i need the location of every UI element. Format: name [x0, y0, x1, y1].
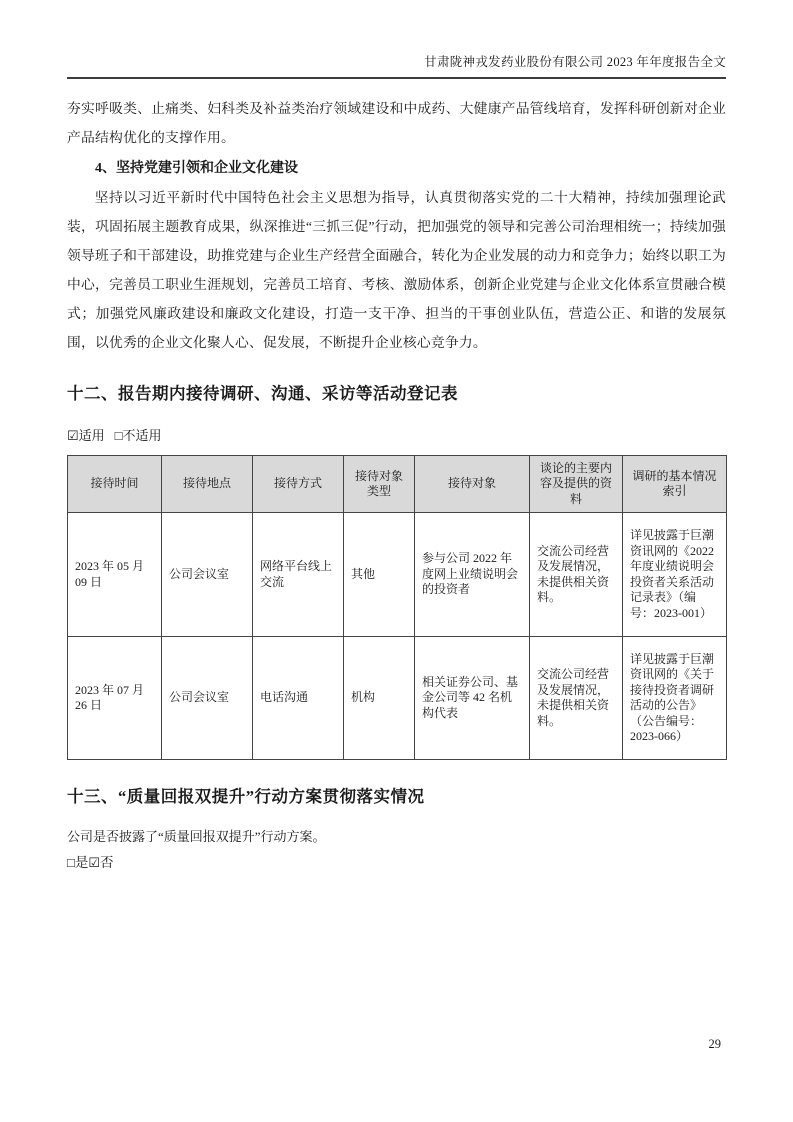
unchecked-checkbox-icon: □	[114, 428, 123, 443]
not-applicable-label: 不适用	[122, 428, 162, 443]
header-visitor: 接待对象	[415, 456, 530, 513]
document-header-title: 甘肃陇神戎发药业股份有限公司 2023 年年度报告全文	[424, 55, 726, 69]
applicability-line	[67, 406, 726, 444]
reception-activity-table	[67, 455, 727, 760]
header-reception-time: 接待时间	[68, 456, 162, 513]
cell-survey-index: 详见披露于巨潮资讯网的《关于接待投资者调研活动的公告》（公告编号：2023-066）	[623, 637, 727, 760]
no-label: 否	[100, 855, 114, 870]
yes-label: 是	[74, 855, 89, 870]
cell-visitor: 相关证券公司、基金公司等 42 名机构代表	[415, 637, 530, 760]
document-header	[67, 0, 726, 79]
section-13-title: 十三、“质量回报双提升”行动方案贯彻落实情况	[67, 787, 425, 806]
cell-visitor-type: 机构	[344, 637, 415, 760]
table-row	[68, 513, 727, 637]
disclosure-answer-line	[67, 845, 726, 872]
cell-reception-place: 公司会议室	[162, 513, 253, 637]
disclosure-question: 公司是否披露了“质量回报双提升”行动方案。	[67, 829, 326, 844]
cell-discussion-content: 交流公司经营及发展情况，未提供相关资料。	[530, 637, 623, 760]
cell-reception-place: 公司会议室	[162, 637, 253, 760]
header-reception-method: 接待方式	[253, 456, 344, 513]
table-row	[68, 637, 727, 760]
table-header-row	[68, 456, 727, 513]
section-12-title: 十二、报告期内接待调研、沟通、采访等活动登记表	[67, 384, 458, 403]
paragraph-continuation: 夯实呼吸类、止痛类、妇科类及补益类治疗领域建设和中成药、大健康产品管线培育，发挥科研创新对企业产品结构优化的支撑作用。	[67, 101, 726, 145]
header-discussion-content: 谈论的主要内容及提供的资料	[530, 456, 623, 513]
cell-reception-time: 2023 年 07 月 26 日	[68, 637, 162, 760]
header-reception-place: 接待地点	[162, 456, 253, 513]
page-number: 29	[708, 1037, 721, 1051]
checked-checkbox-icon: ☑	[67, 428, 79, 443]
cell-reception-method: 网络平台线上交流	[253, 513, 344, 637]
applicable-label: 适用	[78, 428, 105, 443]
cell-reception-method: 电话沟通	[253, 637, 344, 760]
header-visitor-type: 接待对象类型	[344, 456, 415, 513]
cell-visitor-type: 其他	[344, 513, 415, 637]
page-content	[67, 94, 726, 872]
cell-visitor: 参与公司 2022 年度网上业绩说明会的投资者	[415, 513, 530, 637]
checked-checkbox-icon: ☑	[88, 855, 101, 870]
unchecked-checkbox-icon: □	[67, 855, 75, 870]
cell-discussion-content: 交流公司经营及发展情况，未提供相关资料。	[530, 513, 623, 637]
sub-heading-party-building: 4、坚持党建引领和企业文化建设	[95, 161, 298, 176]
paragraph-party-building: 坚持以习近平新时代中国特色社会主义思想为指导，认真贯彻落实党的二十大精神，持续加强理论武装，巩固拓展主题教育成果，纵深推进“三抓三促”行动，把加强党的领导和完善公司治理相统一；持续加强领导班子和干部建设，助推党建与企业生产经营全面融合，转化为企业发展的动力和竞争力；始终以职工为中心，完善员工职业生涯规划，完善员工培育、考核、激励体系，创新企业党建与企业文化体系宣贯融合模式；加强党风廉政建设和廉政文化建设，打造一支干净、担当的干事创业队伍，营造公正、和谐的发展氛围，以优秀的企业文化聚人心、促发展，不断提升企业核心竞争力。	[67, 190, 726, 350]
cell-reception-time: 2023 年 05 月 09 日	[68, 513, 162, 637]
header-survey-index: 调研的基本情况索引	[623, 456, 727, 513]
cell-survey-index: 详见披露于巨潮资讯网的《2022 年度业绩说明会投资者关系活动记录表》（编号：2023-001）	[623, 513, 727, 637]
